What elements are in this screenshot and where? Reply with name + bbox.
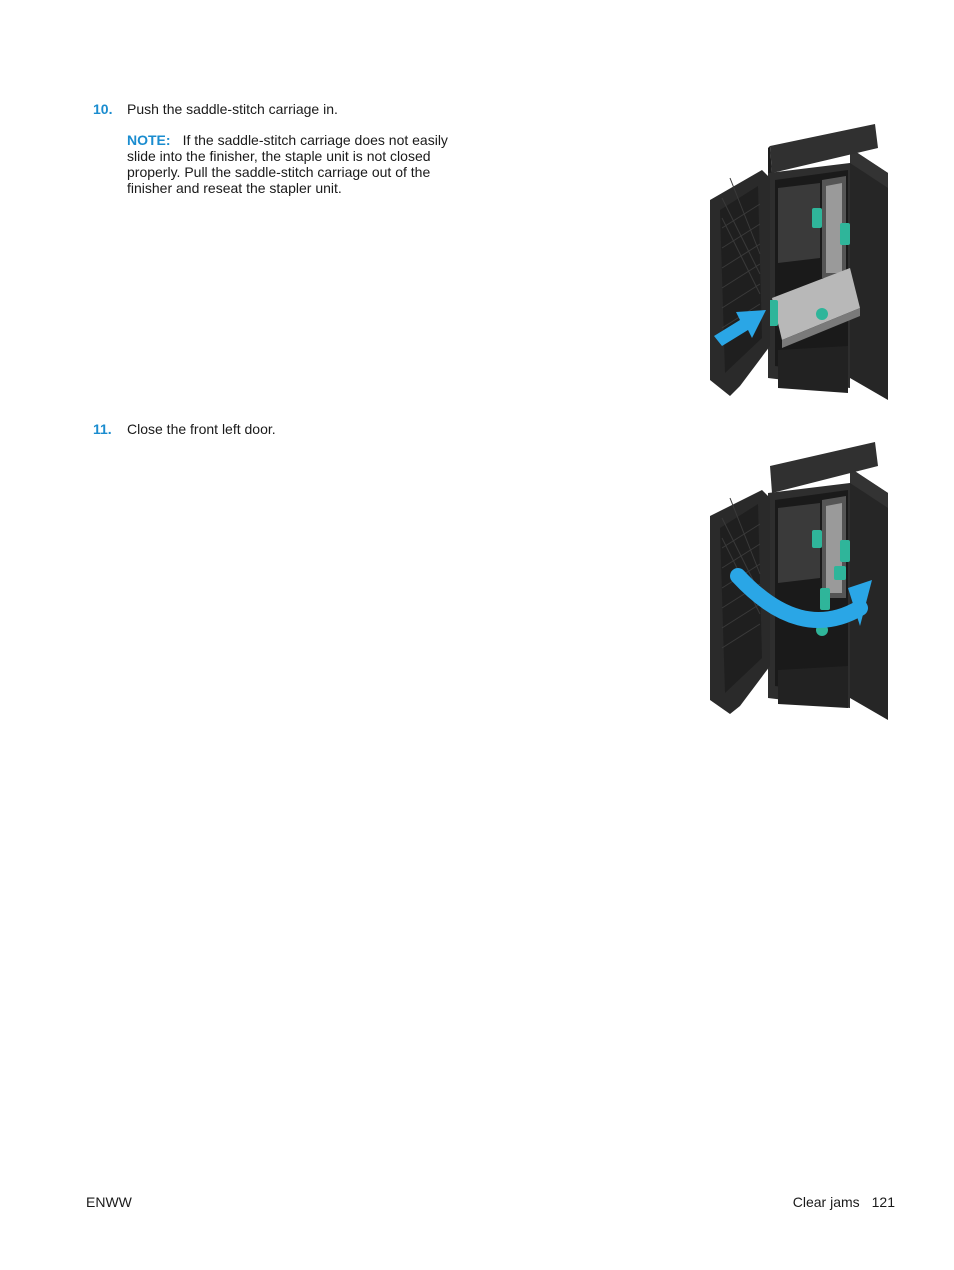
note-label: NOTE: (127, 132, 171, 148)
footer-right (793, 1194, 895, 1210)
page-number: 121 (871, 1194, 895, 1210)
note-block (127, 132, 457, 196)
finisher-push-carriage-illustration (700, 118, 892, 408)
step-number: 11. (93, 421, 112, 437)
step-instruction: Close the front left door. (127, 421, 276, 437)
step-instruction: Push the saddle-stitch carriage in. (127, 101, 338, 117)
footer-left: ENWW (86, 1194, 132, 1210)
note-text: If the saddle-stitch carriage does not easily slide into the finisher, the staple unit is not closed properly. Pull the saddle-stitch carriage out of the finisher and reseat the stapler unit. (127, 132, 448, 196)
finisher-close-door-illustration (700, 438, 892, 724)
step-number: 10. (93, 101, 113, 117)
footer-section: Clear jams (792, 1194, 860, 1210)
